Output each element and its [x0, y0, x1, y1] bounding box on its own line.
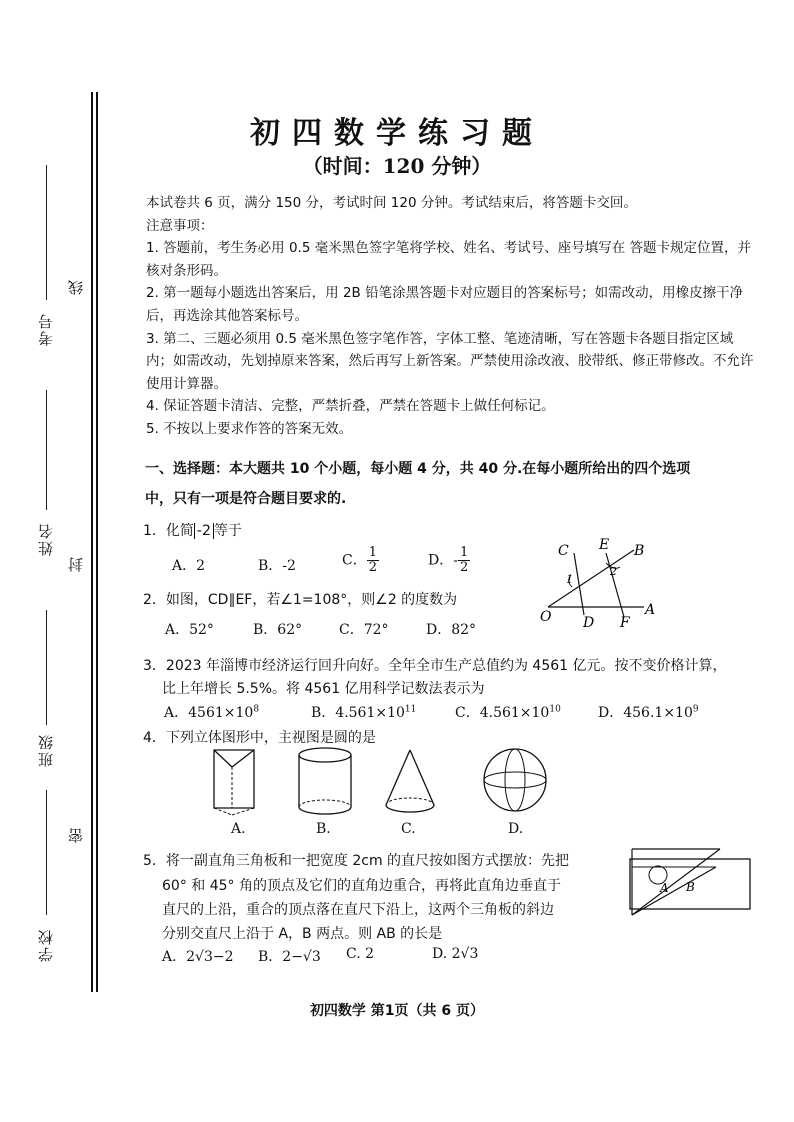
notice-line: 2. 第一题每小题选出答案后，用 2B 铅笔涂黑答题卡对应题目的答案标号；如需改动，用橡皮擦干净后，再选涂其他答案标号。	[146, 285, 744, 324]
q3-option-b-base: 4.561×10	[335, 705, 405, 721]
q5-option-a: A．2√3−2	[162, 949, 234, 965]
section-heading-line1: 一、选择题：本大题共 10 个小题，每小题 4 分，共 40 分.在每小题所给出的四个选项	[145, 461, 691, 477]
q5-figure	[620, 845, 760, 923]
q4-figures	[200, 745, 560, 820]
q1-option-c-fraction	[367, 546, 379, 575]
question-5-line3: 直尺的上沿，重合的顶点落在直尺下沿上，这两个三角板的斜边	[162, 902, 554, 918]
q3-option-c-base: 4.561×10	[479, 705, 550, 721]
q3-option-a-exp: 8	[253, 704, 260, 715]
q4-option-c: C.	[401, 821, 416, 837]
notice-line: 本试卷共 6 页，满分 150 分，考试时间 120 分钟。考试结束后，将答题卡交回。	[146, 195, 637, 211]
q3-option-b	[311, 702, 416, 722]
seal-feng-char: 封	[67, 557, 85, 572]
q3-option-d	[598, 702, 699, 722]
seal-mi-char: 密	[67, 828, 85, 843]
notice-line: 4. 保证答题卡清洁、完整，严禁折叠，严禁在答题卡上做任何标记。	[146, 398, 555, 415]
question-3-line2: 比上年增长 5.5%。将 4561 亿用科学记数法表示为	[162, 681, 485, 697]
side-label-kaohao: 考号	[37, 312, 55, 346]
question-4: 4．下列立体图形中，主视图是圆的是	[143, 730, 376, 746]
fig-label-e: E	[599, 537, 610, 553]
q3-option-c-label: C．	[455, 705, 480, 721]
fig-label-o: O	[540, 609, 552, 625]
q3-option-b-exp: 11	[404, 704, 417, 715]
q1-option-d	[428, 546, 470, 575]
side-blank-kaohao	[46, 165, 47, 300]
section-heading-line2: 中，只有一项是符合题目要求的.	[145, 491, 347, 507]
notice-line: 1. 答题前，考生务必用 0.5 毫米黑色签字笔将学校、姓名、考试号、座号填写在 答题卡规定位置，并核对条形码。	[146, 240, 752, 279]
question-5-line2: 60° 和 45° 角的顶点及它们的直角边重合，再将此直角边垂直于	[162, 878, 561, 894]
side-blank-xuexiao	[46, 790, 47, 915]
page-footer: 初四数学 第1页（共 6 页）	[309, 1003, 485, 1019]
page-title: 初四数学练习题	[250, 116, 544, 151]
fig-label-2: 2	[610, 565, 617, 578]
q5-fig-label-b: B	[686, 880, 695, 894]
question-2: 2．如图，CD∥EF，若∠1=108°，则∠2 的度数为	[143, 592, 458, 608]
q2-option-b: B．62°	[253, 622, 303, 638]
fig-label-a: A	[645, 602, 656, 618]
fig-label-c: C	[558, 543, 569, 559]
q3-option-d-label: D．	[598, 705, 624, 721]
side-blank-banji	[46, 610, 47, 725]
q2-option-c: C．72°	[339, 622, 389, 638]
binding-line-inner	[96, 92, 98, 992]
q3-option-c-exp: 10	[549, 704, 561, 715]
q5-option-b: B．2−√3	[258, 949, 321, 965]
q3-option-a	[164, 702, 259, 722]
q2-option-d: D．82°	[426, 622, 477, 638]
notice-line: 3. 第二、三题必须用 0.5 毫米黑色签字笔作答，字体工整、笔迹清晰，写在答题卡各题目指定区域内；如需改动，先划掉原来答案，然后再写上新答案。严禁使用涂改液、胶带纸、修正带修改。不允许使用计算器。	[146, 330, 754, 392]
notice-line: 5. 不按以上要求作答的答案无效。	[146, 420, 353, 437]
q1-option-d-fraction	[458, 546, 470, 575]
question-1	[143, 520, 242, 540]
fig-label-b: B	[634, 543, 645, 559]
exam-notice	[146, 192, 756, 441]
q4-option-b: B.	[316, 821, 331, 837]
question-5-line1: 5．将一副直角三角板和一把宽度 2cm 的直尺按如图方式摆放：先把	[143, 853, 570, 869]
side-label-xuexiao: 学校	[37, 928, 55, 962]
q1-option-c-label: C．	[342, 552, 367, 569]
q1-option-c	[342, 546, 379, 575]
binding-line-outer	[91, 92, 93, 992]
q1-option-b: B．-2	[258, 558, 296, 574]
q1-option-d-label: D．-	[428, 552, 458, 569]
fraction-denominator: 2	[459, 560, 469, 575]
q5-option-c: C. 2	[346, 946, 375, 962]
fraction-denominator: 2	[368, 560, 377, 575]
question-5-line4: 分别交直尺上沿于 A，B 两点。则 AB 的长是	[162, 926, 443, 942]
fig-label-d: D	[583, 615, 595, 630]
sphere-icon	[484, 749, 546, 811]
page-subtitle: （时间：120 分钟）	[302, 154, 492, 178]
q2-figure	[536, 535, 666, 630]
q4-option-a: A.	[231, 821, 246, 837]
q3-option-d-base: 456.1×10	[623, 705, 693, 721]
fig-label-1: 1	[566, 573, 573, 586]
q3-option-a-base: 4561×10	[188, 705, 254, 721]
side-label-banji: 班级	[37, 733, 55, 767]
q1-suffix: 等于	[213, 523, 242, 539]
q3-option-c	[455, 702, 561, 722]
q4-option-d: D.	[508, 821, 524, 837]
cone-icon	[386, 750, 434, 812]
triangular-prism-icon	[214, 750, 254, 815]
notice-line: 注意事项：	[146, 217, 214, 234]
q1-prefix: 1．化简	[143, 523, 194, 539]
q3-option-a-label: A．	[164, 705, 189, 721]
q1-option-a: A．2	[172, 558, 206, 574]
q2-option-a: A．52°	[165, 622, 214, 638]
question-3-line1: 3．2023 年淄博市经济运行回升向好。全年全市生产总值约为 4561 亿元。按不变价格计算，	[143, 658, 727, 674]
fig-label-f: F	[620, 615, 630, 630]
side-label-xingming: 姓名	[37, 522, 55, 556]
side-blank-xingming	[46, 390, 47, 510]
q5-option-d: D. 2√3	[432, 946, 479, 962]
q3-option-d-exp: 9	[692, 704, 699, 715]
q5-fig-label-a: A	[660, 881, 669, 895]
q1-abs: -2	[194, 523, 214, 539]
q3-option-b-label: B．	[311, 705, 336, 721]
cylinder-icon	[299, 748, 351, 814]
fraction-numerator: 1	[459, 545, 469, 560]
seal-line-char: 线	[67, 280, 85, 295]
fraction-numerator: 1	[368, 545, 377, 560]
